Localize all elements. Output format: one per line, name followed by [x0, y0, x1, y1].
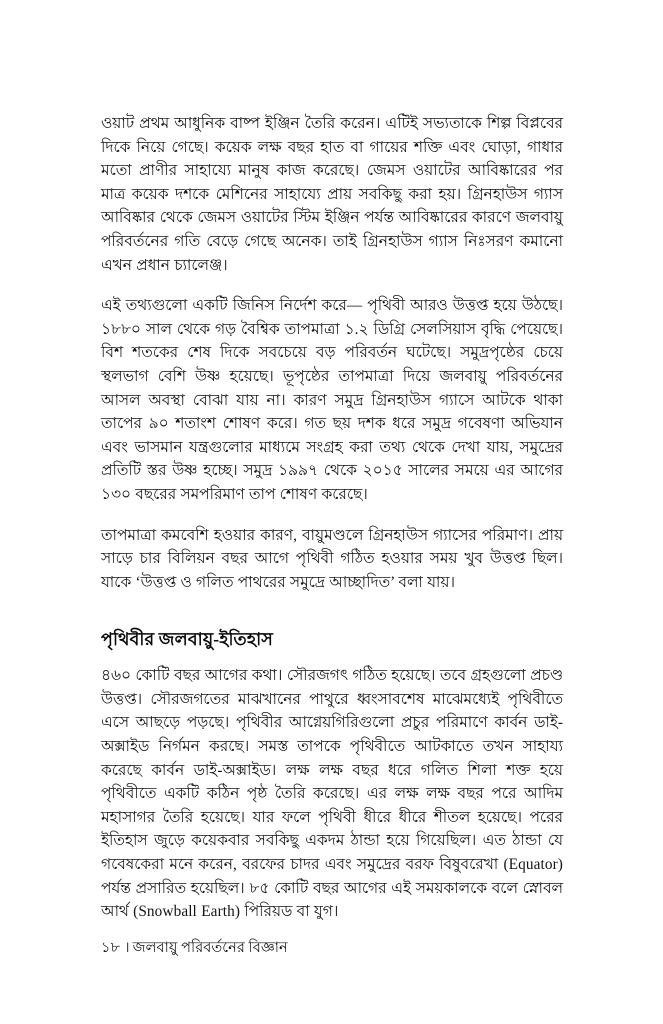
- page-content: [101, 112, 563, 924]
- section-heading: পৃথিবীর জলবায়ু-ইতিহাস: [101, 629, 273, 650]
- page-footer: [101, 938, 563, 959]
- paragraph-4: [101, 664, 563, 924]
- paragraph-2: এই তথ্যগুলো একটি জিনিস নির্দেশ করে— পৃথিবী আরও উত্তপ্ত হয়ে উঠছে। ১৮৮০ সাল থেকে গড় বৈশ্বিক তাপমাত্রা ১.২ ডিগ্রি সেলসিয়াস বৃদ্ধি পেয়েছে। বিশ শতকের শেষ দিকে সবচেয়ে বড় পরিবর্তন ঘটেছে। সমুদ্রপৃষ্ঠের চেয়ে স্থলভাগ বেশি উষ্ণ হয়েছে। ভূপৃষ্ঠের তাপমাত্রা দিয়ে জলবায়ু পরিবর্তনের আসল অবস্থা বোঝা যায় না। কারণ সমুদ্র গ্রিনহাউস গ্যাসে আটকে থাকা তাপের ৯০ শতাংশ শোষণ করে। গত ছয় দশক ধরে সমুদ্র গবেষণা অভিযান এবং ভাসমান যন্ত্রগুলোর মাধ্যমে সংগ্রহ করা তথ্য থেকে দেখা যায়, সমুদ্রের প্রতিটি স্তর উষ্ণ হচ্ছে। সমুদ্র ১৯৯৭ থেকে ২০১৫ সালের সময়ে এর আগের ১৩০ বছরের সমপরিমাণ তাপ শোষণ করেছে।: [101, 297, 563, 503]
- equator-term: (Equator): [503, 856, 563, 874]
- paragraph-3: তাপমাত্রা কমবেশি হওয়ার কারণ, বায়ুমণ্ডলে গ্রিনহাউস গ্যাসের পরিমাণ। প্রায় সাড়ে চার বিলিয়ন বছর আগে পৃথিবী গঠিত হওয়ার সময় খুব উত্তপ্ত ছিল। যাকে ‘উত্তপ্ত ও গলিত পাথরের সমুদ্রে আচ্ছাদিত’ বলা যায়।: [101, 526, 563, 591]
- snowball-earth-term: (Snowball Earth): [133, 903, 241, 921]
- paragraph-1: ওয়াট প্রথম আধুনিক বাষ্প ইঞ্জিন তৈরি করেন। এটিই সভ্যতাকে শিল্প বিপ্লবের দিকে নিয়ে গেছে। কয়েক লক্ষ বছর হাত বা গায়ের শক্তি এবং ঘোড়া, গাধার মতো প্রাণীর সাহায্যে মানুষ কাজ করেছে। জেমস ওয়াটের আবিষ্কারের পর মাত্র কয়েক দশকে মেশিনের সাহায্যে প্রায় সবকিছু করা হয়। গ্রিনহাউস গ্যাস আবিষ্কার থেকে জেমস ওয়াটের স্টিম ইঞ্জিন পর্যন্ত আবিষ্কারের কারণে জলবায়ু পরিবর্তনের গতি বেড়ে গেছে অনেক। তাই গ্রিনহাউস গ্যাস নিঃসরণ কমানো এখন প্রধান চ্যালেঞ্জ।: [101, 115, 563, 274]
- paragraph-4-part-3: পিরিয়ড বা যুগ।: [240, 903, 339, 921]
- footer-separator: ।: [124, 940, 130, 956]
- footer-book-title: জলবায়ু পরিবর্তনের বিজ্ঞান: [132, 940, 288, 956]
- paragraph-4-part-2: পর্যন্ত প্রসারিত হয়েছিল। ৮৫ কোটি বছর আগের এই সময়কালকে বলে স্নোবল আর্থ: [101, 879, 563, 921]
- paragraph-4-part-1: ৪৬০ কোটি বছর আগের কথা। সৌরজগৎ গঠিত হয়েছে। তবে গ্রহগুলো প্রচণ্ড উত্তপ্ত। সৌরজগতের মাঝখানের পাথুরে ধ্বংসাবশেষ মাঝেমধ্যেই পৃথিবীতে এসে আছড়ে পড়ছে। পৃথিবীর আগ্নেয়গিরিগুলো প্রচুর পরিমাণে কার্বন ডাই-অক্সাইড নির্গমন করছে। সমস্ত তাপকে পৃথিবীতে আটকাতে তখন সাহায্য করেছে কার্বন ডাই-অক্সাইড। লক্ষ লক্ষ বছর ধরে গলিত শিলা শক্ত হয়ে পৃথিবীতে একটি কঠিন পৃষ্ঠ তৈরি করেছে। এর লক্ষ লক্ষ বছর পরে আদিম মহাসাগর তৈরি হয়েছে। যার ফলে পৃথিবী ধীরে ধীরে শীতল হয়েছে। পরের ইতিহাস জুড়ে কয়েকবার সবকিছু একদম ঠান্ডা হয়ে গিয়েছিল। এত ঠান্ডা যে গবেষকেরা মনে করেন, বরফের চাদর এবং সমুদ্রের বরফ বিষুবরেখা: [101, 667, 563, 874]
- footer-page-number: ১৮: [101, 940, 121, 956]
